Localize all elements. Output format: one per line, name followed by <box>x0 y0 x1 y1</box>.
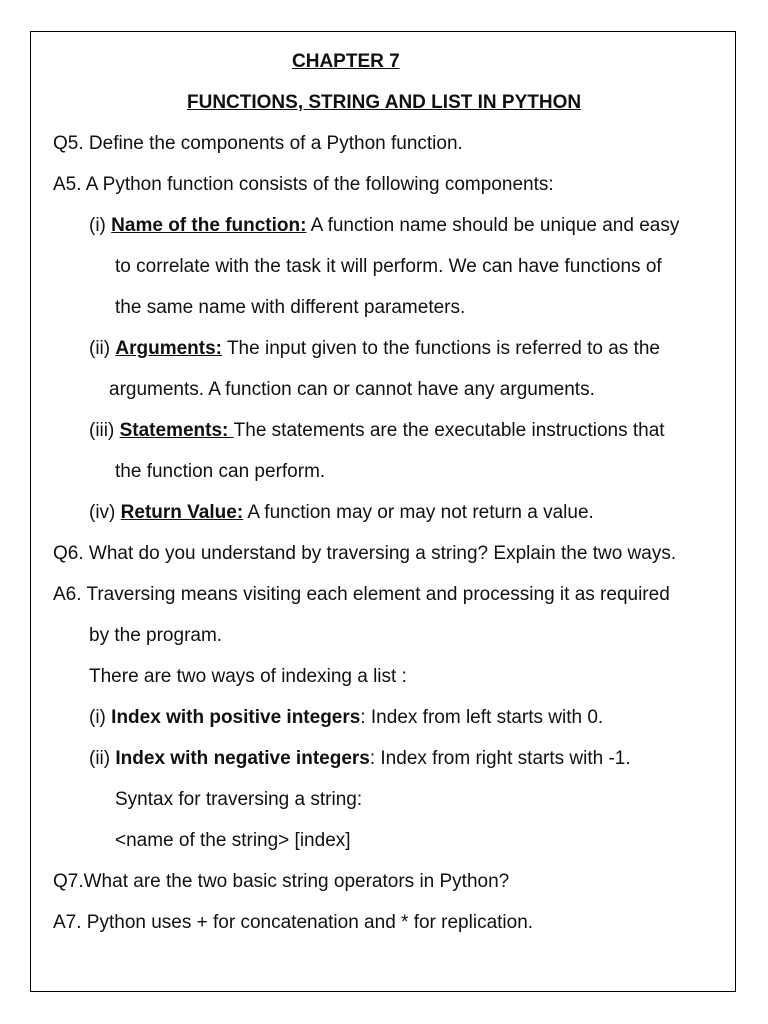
item-term: Name of the function: <box>111 215 307 236</box>
a5-item-3-line-2: the function can perform. <box>115 461 326 482</box>
item-marker: (iii) <box>89 420 115 441</box>
a6-item-1 <box>89 706 603 730</box>
item-term: Arguments: <box>115 338 223 359</box>
item-marker: (i) <box>89 215 106 236</box>
item-text: : Index from left starts with 0. <box>360 707 604 728</box>
a5-item-4 <box>89 501 594 525</box>
item-term: Index with positive integers <box>111 707 361 728</box>
a6-item-2 <box>89 747 631 771</box>
a5-answer: A5. A Python function consists of the following components: <box>53 174 554 195</box>
item-text: The statements are the executable instructions that <box>233 420 665 441</box>
syntax-text: <name of the string> [index] <box>115 830 351 851</box>
a6-answer-line-3: There are two ways of indexing a list : <box>89 666 407 687</box>
a6-answer-line-2: by the program. <box>89 625 223 646</box>
a5-item-3 <box>89 419 665 443</box>
item-marker: (iv) <box>89 502 116 523</box>
q7-question: Q7.What are the two basic string operators in Python? <box>53 871 510 892</box>
item-text: A function name should be unique and easy <box>306 215 680 236</box>
q6-question: Q6. What do you understand by traversing a string? Explain the two ways. <box>53 543 677 564</box>
a5-item-2 <box>89 337 660 361</box>
item-marker: (ii) <box>89 748 111 769</box>
chapter-heading: CHAPTER 7 <box>292 51 400 72</box>
a6-answer-line-1: A6. Traversing means visiting each element and processing it as required <box>53 584 670 605</box>
item-marker: (i) <box>89 707 106 728</box>
chapter-title: FUNCTIONS, STRING AND LIST IN PYTHON <box>187 92 582 113</box>
item-marker: (ii) <box>89 338 111 359</box>
item-text: The input given to the functions is referred to as the <box>222 338 660 359</box>
item-term: Index with negative integers <box>115 748 370 769</box>
item-text: : Index from right starts with -1. <box>369 748 631 769</box>
document-page <box>30 31 736 992</box>
a5-item-1-line-2: to correlate with the task it will perform. We can have functions of <box>115 256 662 277</box>
a5-item-1-line-3: the same name with different parameters. <box>115 297 466 318</box>
item-term: Statements: <box>119 420 234 441</box>
item-term: Return Value: <box>120 502 244 523</box>
a7-answer: A7. Python uses + for concatenation and * for replication. <box>53 912 534 933</box>
a5-item-1 <box>89 214 679 238</box>
a5-item-2-line-2: arguments. A function can or cannot have any arguments. <box>109 379 595 400</box>
syntax-label: Syntax for traversing a string: <box>115 789 363 810</box>
item-text: A function may or may not return a value. <box>243 502 594 523</box>
q5-question: Q5. Define the components of a Python function. <box>53 133 463 154</box>
